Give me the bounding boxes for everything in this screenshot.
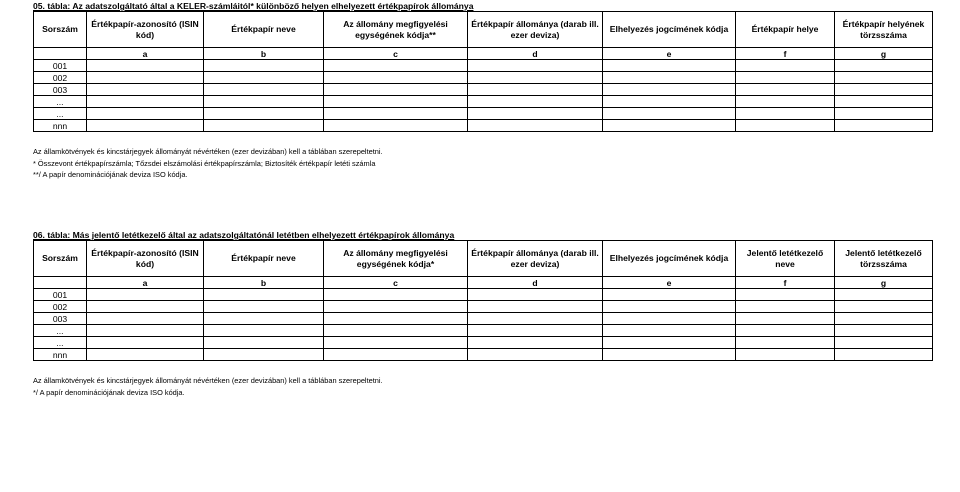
table-cell[interactable] [603, 337, 736, 349]
row-number: ... [34, 108, 87, 120]
table-cell[interactable] [204, 289, 324, 301]
table-cell[interactable] [603, 84, 736, 96]
table-cell[interactable] [736, 120, 835, 132]
table-cell[interactable] [87, 72, 204, 84]
table-row [34, 325, 933, 337]
table-cell[interactable] [835, 72, 933, 84]
table-06-header-sorszam: Sorszám [34, 241, 87, 277]
table-05-notes [33, 146, 933, 181]
table-row [34, 337, 933, 349]
table-05-letter-b: b [204, 48, 324, 60]
row-number: 003 [34, 313, 87, 325]
table-cell[interactable] [204, 325, 324, 337]
table-06-header-isin: Értékpapír-azonosító (ISIN kód) [87, 241, 204, 277]
table-cell[interactable] [468, 96, 603, 108]
table-05-header-name: Értékpapír neve [204, 12, 324, 48]
table-row [34, 72, 933, 84]
table-cell[interactable] [204, 84, 324, 96]
table-cell[interactable] [835, 289, 933, 301]
table-cell[interactable] [736, 313, 835, 325]
table-row [34, 108, 933, 120]
table-row [34, 120, 933, 132]
table-cell[interactable] [835, 84, 933, 96]
table-cell[interactable] [835, 96, 933, 108]
table-05-header-location: Értékpapír helye [736, 12, 835, 48]
table-cell[interactable] [736, 337, 835, 349]
table-06-header-custodian-id: Jelentő letétkezelő törzsszáma [835, 241, 933, 277]
table-05-note-3: **/ A papír denominációjának deviza ISO kódja. [33, 170, 188, 179]
table-05-letter-row [34, 48, 933, 60]
table-row [34, 84, 933, 96]
row-number: 001 [34, 289, 87, 301]
table-cell[interactable] [87, 108, 204, 120]
table-cell[interactable] [468, 313, 603, 325]
table-cell[interactable] [204, 120, 324, 132]
table-cell[interactable] [204, 301, 324, 313]
table-cell[interactable] [736, 60, 835, 72]
table-06-header-custodian-name: Jelentő letétkezelő neve [736, 241, 835, 277]
row-number: 001 [34, 60, 87, 72]
row-number: 002 [34, 72, 87, 84]
table-cell[interactable] [835, 349, 933, 361]
table-05-letter-d: d [468, 48, 603, 60]
table-05-header-isin: Értékpapír-azonosító (ISIN kód) [87, 12, 204, 48]
table-05-letter-blank [34, 48, 87, 60]
table-05-letter-a: a [87, 48, 204, 60]
table-06-letter-row [34, 277, 933, 289]
table-05-title: 05. tábla: Az adatszolgáltató által a KELER-számláitól* különböző helyen elhelyezett értékpapírok állománya [33, 1, 474, 11]
table-06 [33, 240, 933, 361]
table-06-letter-e: e [603, 277, 736, 289]
table-cell[interactable] [835, 325, 933, 337]
row-number: nnn [34, 120, 87, 132]
table-06-letter-g: g [835, 277, 933, 289]
table-06-letter-b: b [204, 277, 324, 289]
table-cell[interactable] [603, 72, 736, 84]
table-cell[interactable] [468, 72, 603, 84]
table-cell[interactable] [87, 289, 204, 301]
table-cell[interactable] [204, 96, 324, 108]
row-number: ... [34, 325, 87, 337]
table-cell[interactable] [736, 349, 835, 361]
table-cell[interactable] [204, 60, 324, 72]
table-cell[interactable] [324, 120, 468, 132]
table-cell[interactable] [603, 120, 736, 132]
table-cell[interactable] [603, 289, 736, 301]
table-06-letter-a: a [87, 277, 204, 289]
table-05-header-row [34, 12, 933, 48]
table-cell[interactable] [603, 60, 736, 72]
row-number: 003 [34, 84, 87, 96]
table-cell[interactable] [736, 72, 835, 84]
table-cell[interactable] [204, 349, 324, 361]
row-number: ... [34, 96, 87, 108]
table-cell[interactable] [603, 325, 736, 337]
table-06-letter-blank [34, 277, 87, 289]
table-cell[interactable] [204, 337, 324, 349]
table-cell[interactable] [736, 84, 835, 96]
table-06-header-quantity: Értékpapír állománya (darab ill. ezer deviza) [468, 241, 603, 277]
table-05-header-quantity: Értékpapír állománya (darab ill. ezer deviza) [468, 12, 603, 48]
table-row [34, 301, 933, 313]
table-row [34, 313, 933, 325]
section-table-06 [33, 230, 933, 398]
table-cell[interactable] [736, 325, 835, 337]
row-number: nnn [34, 349, 87, 361]
table-05-note-1: Az államkötvények és kincstárjegyek állományát névértéken (ezer devizában) kell a táblában szerepeltetni. [33, 147, 383, 156]
table-cell[interactable] [603, 301, 736, 313]
row-number: ... [34, 337, 87, 349]
table-06-letter-f: f [736, 277, 835, 289]
table-05-header-title-code: Elhelyezés jogcímének kódja [603, 12, 736, 48]
table-cell[interactable] [468, 349, 603, 361]
table-cell[interactable] [468, 289, 603, 301]
table-05-letter-e: e [603, 48, 736, 60]
table-cell[interactable] [603, 108, 736, 120]
table-cell[interactable] [324, 108, 468, 120]
table-cell[interactable] [324, 84, 468, 96]
table-cell[interactable] [468, 337, 603, 349]
table-cell[interactable] [603, 96, 736, 108]
row-number: 002 [34, 301, 87, 313]
table-cell[interactable] [87, 337, 204, 349]
table-cell[interactable] [736, 289, 835, 301]
table-row [34, 60, 933, 72]
table-06-notes [33, 375, 933, 398]
table-06-note-1: Az államkötvények és kincstárjegyek állományát névértéken (ezer devizában) kell a táblában szerepeltetni. [33, 376, 383, 385]
table-06-header-unit-code: Az állomány megfigyelési egységének kódja* [324, 241, 468, 277]
table-cell[interactable] [324, 289, 468, 301]
table-cell[interactable] [736, 301, 835, 313]
table-cell[interactable] [835, 108, 933, 120]
table-cell[interactable] [835, 301, 933, 313]
table-cell[interactable] [835, 313, 933, 325]
table-cell[interactable] [87, 301, 204, 313]
table-cell[interactable] [468, 301, 603, 313]
table-row [34, 289, 933, 301]
table-cell[interactable] [204, 108, 324, 120]
table-05-header-unit-code: Az állomány megfigyelési egységének kódja** [324, 12, 468, 48]
table-cell[interactable] [87, 84, 204, 96]
table-05-letter-f: f [736, 48, 835, 60]
table-06-note-2: */ A papír denominációjának deviza ISO kódja. [33, 387, 185, 397]
table-05-letter-c: c [324, 48, 468, 60]
table-row [34, 96, 933, 108]
table-06-letter-c: c [324, 277, 468, 289]
table-cell[interactable] [468, 84, 603, 96]
table-row [34, 349, 933, 361]
table-cell[interactable] [87, 313, 204, 325]
table-cell[interactable] [468, 325, 603, 337]
table-06-header-row [34, 241, 933, 277]
table-cell[interactable] [87, 96, 204, 108]
table-cell[interactable] [324, 349, 468, 361]
table-cell[interactable] [324, 337, 468, 349]
table-06-letter-d: d [468, 277, 603, 289]
table-05-note-2: * Összevont értékpapírszámla; Tőzsdei elszámolási értékpapírszámla; Biztosíték értékpapír letéti számla [33, 158, 376, 168]
table-cell[interactable] [468, 108, 603, 120]
table-cell[interactable] [468, 120, 603, 132]
table-cell[interactable] [324, 313, 468, 325]
table-cell[interactable] [324, 96, 468, 108]
table-cell[interactable] [324, 60, 468, 72]
table-06-title: 06. tábla: Más jelentő letétkezelő által az adatszolgáltatónál letétben elhelyezett értékpapírok állománya [33, 230, 455, 240]
table-cell[interactable] [736, 108, 835, 120]
table-cell[interactable] [835, 337, 933, 349]
table-05 [33, 11, 933, 132]
table-cell[interactable] [204, 313, 324, 325]
table-cell[interactable] [324, 325, 468, 337]
table-05-letter-g: g [835, 48, 933, 60]
section-table-05 [33, 1, 933, 181]
table-cell[interactable] [87, 120, 204, 132]
table-cell[interactable] [87, 349, 204, 361]
table-cell[interactable] [324, 301, 468, 313]
table-cell[interactable] [835, 120, 933, 132]
table-cell[interactable] [468, 60, 603, 72]
table-cell[interactable] [835, 60, 933, 72]
table-cell[interactable] [324, 72, 468, 84]
table-05-header-location-id: Értékpapír helyének törzsszáma [835, 12, 933, 48]
table-06-header-name: Értékpapír neve [204, 241, 324, 277]
table-cell[interactable] [603, 349, 736, 361]
table-05-header-sorszam: Sorszám [34, 12, 87, 48]
table-cell[interactable] [204, 72, 324, 84]
table-cell[interactable] [87, 325, 204, 337]
table-cell[interactable] [603, 313, 736, 325]
table-06-header-title-code: Elhelyezés jogcímének kódja [603, 241, 736, 277]
table-cell[interactable] [87, 60, 204, 72]
table-cell[interactable] [736, 96, 835, 108]
